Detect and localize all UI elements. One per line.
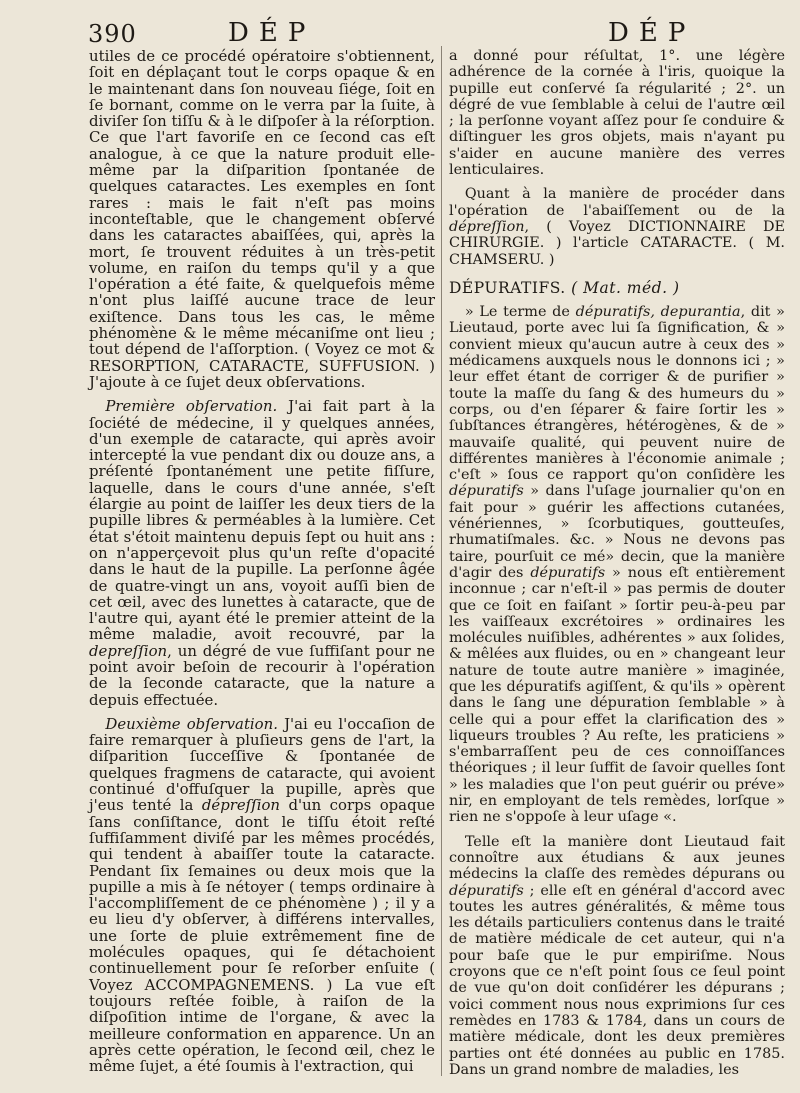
header-title-left: DÉP [228, 18, 316, 48]
paragraph-intro-text: utiles de ce procédé opératoire s'obtiennent, ſoit en déplaçant tout le corps opaque & en le maintenant dans ſon nouveau ſiége, ſoit en ſe bornant, comme on le verra par la ſuite, à diviſer ſon tiſſu & à le diſpoſer à la réſorption. Ce que l'art favoriſe en ce ſecond cas eſt analogue, à ce que la nature produit elle-même par la diſparition ſpontanée de quelques cataractes. Les exemples en ſont rares : mais le fait n'eſt pas moins inconteſtable, que le changement obſervé dans les cataractes abaiſſées, qui, après la mort, ſe trouvent réduites à un très-petit volume, en raiſon du temps qu'il y a que l'opération a été faite, & quelquefois même n'ont plus laiſſé aucune trace de leur exiſtence. Dans tous les cas, le même phénomène & le même mécaniſme ont lieu ; tout dépend de l'aſſorption. ( Voyez ce mot & RESORPTION, CATARACTE, SUFFUSION. ) J'ajoute à ce ſujet deux obſervations. [89, 47, 435, 391]
first-observation-italic: depreſſion [89, 641, 168, 660]
paragraph-second-observation [89, 716, 435, 1075]
first-observation-end: , un dégré de vue ſuffiſant pour ne point avoir beſoin de recourir à l'opération de la ſeconde cataracte, que la nature a depuis effectuée. [89, 641, 435, 709]
commentary-italic: dépuratifs [449, 882, 524, 899]
procedure-italic: dépreſſion [449, 218, 525, 235]
paragraph-first-observation [89, 398, 435, 708]
quote-italic-1: dépuratifs, depurantia [575, 304, 741, 321]
section-heading-title: DÉPURATIFS. [449, 278, 566, 297]
quote-text-d: » nous eſt entièrement inconnue ; car n'eſt-il » pas permis de douter que ce ſoit en faiſant » ſortir peu-à-peu par les vaiſſeaux excrétoires » ordinaires les molécules nuiſibles, adhérentes » aux ſolides, & mêlées aux fluides, ou en » changeant leur nature de toute autre manière » imaginée, que les dépuratifs agiſſent, & qu'ils » opèrent dans le ſang une dépuration ſemblable » à celle qui a pour effet la clarification des » liqueurs troubles ? Au reſte, les praticiens » s'embarraſſent peu de ces connoiſſances théoriques ; il leur ſuffit de ſavoir quelles ſont » les maladies que l'on peut guérir ou préve» nir, en employant de tels remèdes, lorſque » rien ne s'oppoſe à leur uſage «. [449, 564, 785, 826]
second-observation-text-a: J'ai eu l'occaſion de faire remarquer à pluſieurs gens de l'art, la diſparition ſucceſſive & ſpontanée de quelques fragmens de cataracte, qui avoient continué d'offuſquer la pupille, après que j'eus tenté la [89, 714, 435, 815]
paragraph-commentary [449, 834, 785, 1078]
header-title-right: DÉP [608, 18, 696, 48]
quote-italic-2: dépuratifs [449, 483, 524, 500]
first-observation-label: Première obſervation. [105, 397, 278, 416]
paragraph-lieutaud-quote [449, 304, 785, 826]
commentary-text-a: Telle eſt la manière dont Lieutaud fait connoître aux étudians & aux jeunes médecins la claſſe des remèdes dépurans ou [449, 833, 785, 883]
column-divider [441, 46, 442, 1076]
left-column [89, 48, 435, 1074]
second-observation-label: Deuxième obſervation. [105, 714, 278, 733]
quote-italic-3: dépuratifs [530, 564, 606, 581]
second-observation-text-b: d'un corps opaque ſans conſiſtance, dont le tiſſu étoit reſté ſuffiſamment diviſé par les mêmes procédés, qui tendent à abaiſſer toute la cataracte. Pendant ſix ſemaines ou deux mois que la pupille a mis à ſe nétoyer ( temps ordinaire à l'accompliſſement de ce phénomène ) ; il y a eu lieu d'y obſerver, à différens intervalles, une ſorte de pluie extrêmement fine de molécules opaques, qui ſe détachoient continuellement pour ſe reſorber enſuite ( Voyez ACCOMPAGNEMENS. ) La vue eſt toujours reſtée foible, à raiſon de la diſpoſition intime de l'organe, & avec la meilleure conformation en apparence. Un an après cette opération, le ſecond œil, chez le même ſujet, a été ſoumis à l'extraction, qui [89, 796, 435, 1076]
first-observation-text: J'ai fait part à la ſociété de médecine, il y quelques années, d'un exemple de cataracte, qui après avoir intercepté la vue pendant dix ou douze ans, a préſenté ſpontanément une petite fiſſure, laquelle, dans le cours d'une année, s'eſt élargie au point de laiſſer les deux tiers de la pupille libres & perméables à la lumière. Cet état s'étoit maintenu depuis ſept ou huit ans : on n'apperçevoit plus qu'un reſte d'opacité dans le haut de la pupille. La perſonne âgée de quatre-vingt un ans, voyoit auſſi bien de cet œil, avec des lunettes à cataracte, que de l'autre qui, ayant été le premier atteint de la même maladie, avoit recouvré, par la [89, 397, 435, 644]
quote-text-a: » Le terme de [464, 304, 576, 321]
section-heading-depuratifs [449, 280, 785, 296]
section-heading-subtitle: ( Mat. méd. ) [571, 278, 680, 297]
commentary-text-b: ; elle eſt en général d'accord avec toutes les autres généralités, & même tous les détails particuliers contenus dans le traité de matière médicale de cet auteur, qui n'a pour baſe que le pur empiriſme. Nous croyons que ce n'eſt point ſous ce ſeul point de vue qu'on doit conſidérer les dépurans ; voici comment nous nous exprimions ſur ces remèdes en 1783 & 1784, dans un cours de matière médicale, dont les deux premières parties ont été données au public en 1785. Dans un grand nombre de maladies, les [449, 882, 785, 1078]
quote-text-c: » dans l'uſage journalier qu'on en fait pour » guérir les affections cutanées, vénériennes, » ſcorbutiques, goutteuſes, rhumatiſmales. &c. » Nous ne devons pas taire, pourſuit ce mé» decin, que la manière d'agir des [449, 483, 785, 581]
procedure-text-b: , ( Voyez DICTIONNAIRE DE CHIRURGIE. ) l'article CATARACTE. ( M. CHAMSERU. ) [449, 218, 785, 268]
procedure-text-a: Quant à la manière de procéder dans l'opération de l'abaiſſement ou de la [449, 186, 785, 219]
paragraph-intro [89, 48, 435, 390]
paragraph-procedure [449, 186, 785, 267]
second-observation-italic: dépreſſion [201, 796, 281, 815]
right-column [449, 48, 785, 1078]
page-number: 390 [88, 20, 137, 48]
paragraph-continuation: a donné pour réſultat, 1°. une légère adhérence de la cornée à l'iris, quoique la pupille eut conſervé ſa régularité ; 2°. un dégré de vue ſemblable à celui de l'autre œil ; la perſonne voyant aſſez pour ſe conduire & diſtinguer les gros objets, mais n'ayant pu s'aider en aucune manière des verres lenticulaires. [449, 48, 785, 179]
quote-text-b: , dit » Lieutaud, porte avec lui ſa ſignification, & » convient mieux qu'aucun autre à ceux des » médicamens auxquels nous le donnons ici ; » leur effet étant de corriger & de purifier » toute la maſſe du ſang & des humeurs du » corps, ou d'en ſéparer & faire ſortir les » ſubſtances étrangères, hétérogènes, & de » mauvaiſe qualité, qui peuvent nuire de différentes manières à l'économie animale ; c'eſt » ſous ce rapport qu'on conſidère les [449, 304, 785, 484]
